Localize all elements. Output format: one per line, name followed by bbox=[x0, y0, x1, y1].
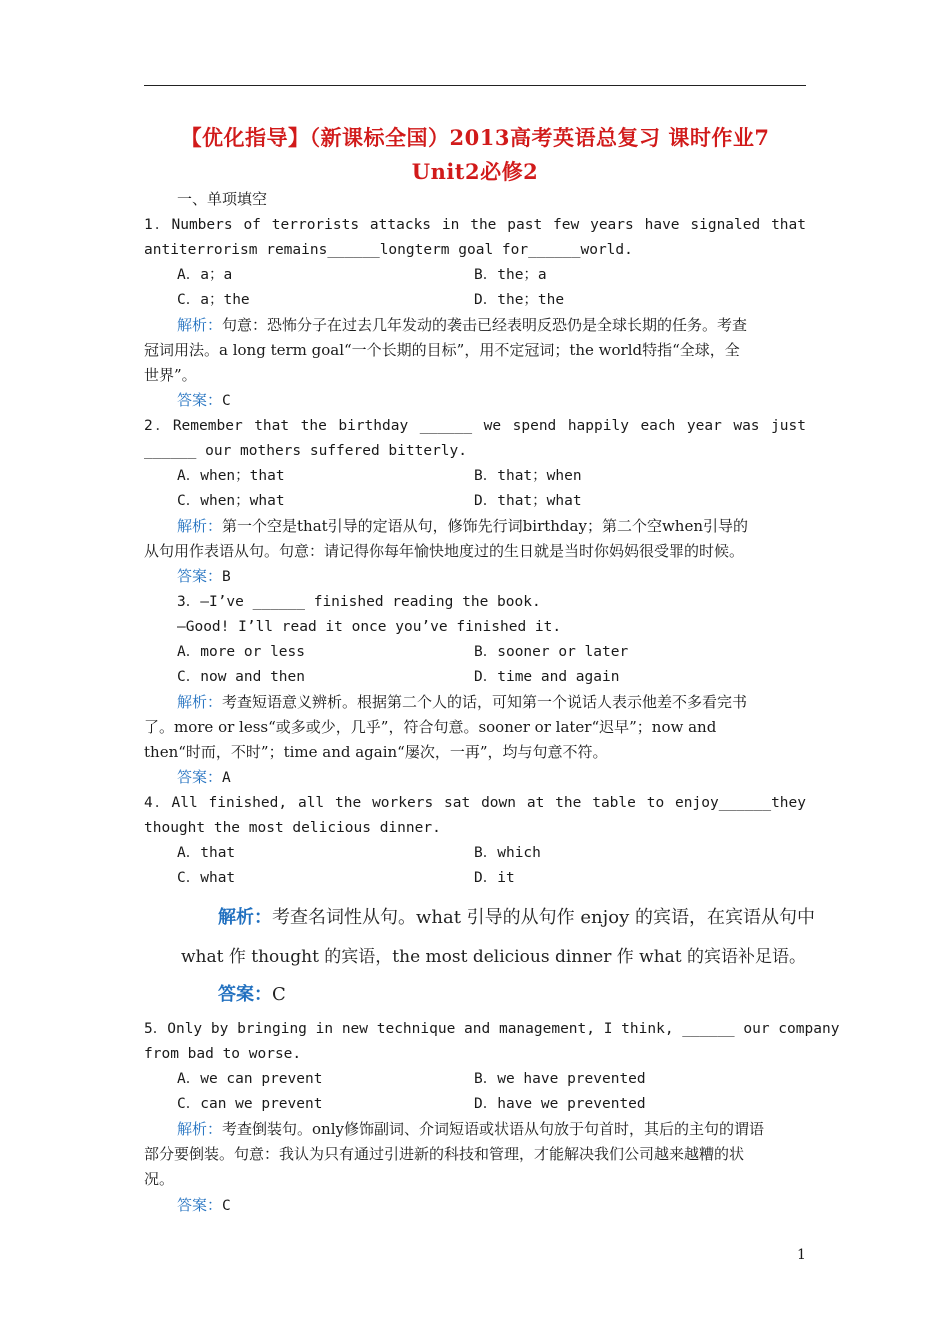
q2-option-a: A．when；that bbox=[177, 468, 285, 484]
q5-explanation-line-3: 况。 bbox=[144, 1170, 175, 1188]
q2-explanation-label: 解析： bbox=[177, 517, 223, 535]
q2-option-c: C．when；what bbox=[177, 493, 285, 509]
q1-explanation-line-2: 冠词用法。a long term goal“一个长期的目标”，用不定冠词；the world特指“全球，全 bbox=[144, 341, 740, 359]
q5-option-d: D．have we prevented bbox=[474, 1096, 646, 1112]
q1-explanation-line-1: 解析：句意：恐怖分子在过去几年发动的袭击已经表明反恐仍是全球长期的任务。考查 bbox=[177, 316, 748, 334]
q4-explanation-line-1: 解析：考查名词性从句。what 引导的从句作 enjoy 的宾语，在宾语从句中 bbox=[218, 907, 815, 928]
q3-answer: 答案：A bbox=[177, 768, 231, 786]
q3-explanation-line-1: 解析：考查短语意义辨析。根据第二个人的话，可知第一个说话人表示他差不多看完书 bbox=[177, 693, 748, 711]
q4-option-b: B．which bbox=[474, 845, 541, 861]
header-rule bbox=[144, 85, 806, 86]
q2-option-b: B．that；when bbox=[474, 468, 582, 484]
q1-option-c: C．a；the bbox=[177, 292, 250, 308]
page-number: 1 bbox=[797, 1247, 806, 1263]
q2-stem-line-1: 2．Remember that the birthday ______ we spend happily each year was just bbox=[144, 418, 806, 434]
q3-explanation-label: 解析： bbox=[177, 693, 223, 711]
q3-option-b: B．sooner or later bbox=[474, 644, 629, 660]
q4-option-a: A．that bbox=[177, 845, 236, 861]
q5-explanation-line-1: 解析：考查倒装句。only修饰副词、介词短语或状语从句放于句首时，其后的主句的谓语 bbox=[177, 1120, 764, 1138]
q4-option-c: C．what bbox=[177, 870, 236, 886]
q4-answer-label: 答案： bbox=[218, 984, 272, 1005]
section-heading: 一、单项填空 bbox=[177, 190, 268, 208]
q2-stem-line-2: ______ our mothers suffered bitterly. bbox=[144, 443, 468, 459]
q1-stem-line-2: antiterrorism remains______longterm goal for______world. bbox=[144, 242, 633, 258]
q2-answer: 答案：B bbox=[177, 567, 231, 585]
q5-stem-line-2: from bad to worse. bbox=[144, 1046, 302, 1062]
q5-option-b: B．we have prevented bbox=[474, 1071, 646, 1087]
q4-option-d: D．it bbox=[474, 870, 515, 886]
q5-explanation-line-2: 部分要倒装。句意：我认为只有通过引进新的科技和管理，才能解决我们公司越来越糟的状 bbox=[144, 1145, 745, 1163]
q3-option-c: C．now and then bbox=[177, 669, 305, 685]
q2-answer-label: 答案： bbox=[177, 567, 223, 585]
q1-answer-label: 答案： bbox=[177, 391, 223, 409]
q4-stem-line-1: 4．All finished, all the workers sat down at the table to enjoy______they bbox=[144, 795, 806, 811]
q4-explanation-label: 解析： bbox=[218, 907, 272, 928]
q2-explanation-line-2: 从句用作表语从句。句意：请记得你每年愉快地度过的生日就是当时你妈妈很受罪的时候。 bbox=[144, 542, 745, 560]
title-line-1: 【优化指导】（新课标全国）2013高考英语总复习 课时作业7 bbox=[180, 125, 770, 150]
q3-answer-label: 答案： bbox=[177, 768, 223, 786]
q1-stem-line-1: 1．Numbers of terrorists attacks in the past few years have signaled that bbox=[144, 217, 806, 233]
q3-option-d: D．time and again bbox=[474, 669, 620, 685]
q3-stem-line-1: 3．—I’ve ______ finished reading the book. bbox=[177, 594, 541, 610]
q5-answer-label: 答案： bbox=[177, 1196, 223, 1214]
q3-option-a: A．more or less bbox=[177, 644, 305, 660]
q5-option-a: A．we can prevent bbox=[177, 1071, 323, 1087]
q5-option-c: C．can we prevent bbox=[177, 1096, 323, 1112]
q3-explanation-line-3: then“时而，不时”；time and again“屡次，一再”，均与句意不符。 bbox=[144, 743, 608, 761]
q4-stem-line-2: thought the most delicious dinner. bbox=[144, 820, 441, 836]
q1-explanation-label: 解析： bbox=[177, 316, 223, 334]
q5-stem-line-1: 5．Only by bringing in new technique and management, I think, ______ our company bbox=[144, 1021, 840, 1037]
q1-explanation-line-3: 世界”。 bbox=[144, 366, 197, 384]
q1-option-b: B．the；a bbox=[474, 267, 547, 283]
title-line-2: Unit2必修2 bbox=[411, 159, 539, 184]
q1-answer: 答案：C bbox=[177, 391, 231, 409]
q2-explanation-line-1: 解析：第一个空是that引导的定语从句，修饰先行词birthday；第二个空when引导的 bbox=[177, 517, 748, 535]
q2-option-d: D．that；what bbox=[474, 493, 582, 509]
q4-explanation-line-2: what 作 thought 的宾语，the most delicious dinner 作 what 的宾语补足语。 bbox=[181, 947, 807, 967]
q3-explanation-line-2: 了。more or less“或多或少，几乎”，符合句意。sooner or later“迟早”；now and bbox=[144, 718, 717, 736]
q1-option-d: D．the；the bbox=[474, 292, 565, 308]
q3-stem-line-2: —Good! I’ll read it once you’ve finished it. bbox=[177, 619, 562, 635]
q5-answer: 答案：C bbox=[177, 1196, 231, 1214]
q5-explanation-label: 解析： bbox=[177, 1120, 223, 1138]
q4-answer: 答案：C bbox=[218, 984, 286, 1005]
q1-option-a: A．a；a bbox=[177, 267, 233, 283]
